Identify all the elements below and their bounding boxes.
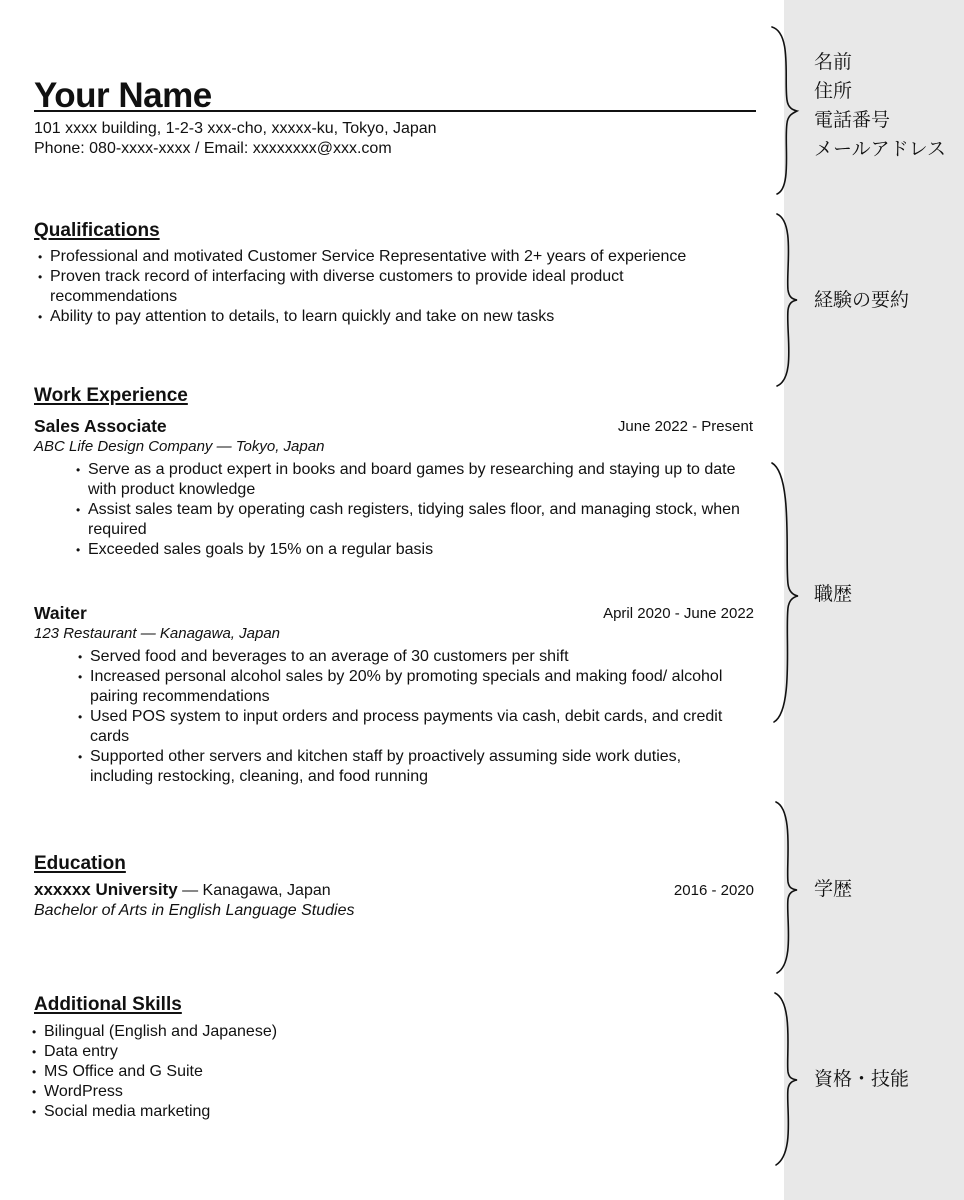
degree: Bachelor of Arts in English Language Studies: [34, 902, 355, 919]
list-item: • Used POS system to input orders and process payments via cash, debit cards, and credit cards: [74, 707, 734, 747]
qualifications-list: [34, 247, 734, 327]
school-location: — Kanagawa, Japan: [177, 882, 331, 899]
education-heading: Education: [34, 853, 126, 874]
annotation-address-label: 住所: [814, 80, 853, 102]
address-line: 101 xxxx building, 1-2-3 xxx-cho, xxxxx-ku, Tokyo, Japan: [34, 120, 437, 137]
list-item: • Professional and motivated Customer Service Representative with 2+ years of experience: [34, 247, 734, 267]
list-item: • Ability to pay attention to details, to learn quickly and take on new tasks: [34, 307, 734, 327]
annotation-work: 職歴: [814, 583, 853, 605]
list-item: • Bilingual (English and Japanese): [28, 1022, 428, 1042]
list-item: • Serve as a product expert in books and board games by researching and staying up to date with product knowledge: [72, 460, 752, 500]
list-item: • Served food and beverages to an average of 30 customers per shift: [74, 647, 734, 667]
annotation-name-label: 名前: [814, 51, 853, 73]
job-company: 123 Restaurant — Kanagawa, Japan: [34, 625, 280, 642]
list-item: • MS Office and G Suite: [28, 1062, 428, 1082]
job-dates: June 2022 - Present: [617, 418, 753, 435]
job-dates: April 2020 - June 2022: [603, 605, 754, 622]
school-name: xxxxxx University: [34, 880, 178, 899]
job-company: ABC Life Design Company — Tokyo, Japan: [34, 438, 325, 455]
list-item: • WordPress: [28, 1082, 428, 1102]
work-experience-heading: Work Experience: [34, 385, 188, 406]
list-item: • Assist sales team by operating cash registers, tidying sales floor, and managing stock, when required: [72, 500, 752, 540]
education-dates: 2016 - 2020: [673, 882, 754, 899]
job-title: Sales Associate: [34, 416, 167, 436]
annotation-phone-label: 電話番号: [814, 109, 891, 131]
list-item: • Exceeded sales goals by 15% on a regular basis: [72, 540, 752, 560]
annotation-contact: [814, 48, 946, 164]
list-item: • Supported other servers and kitchen staff by proactively assuming side work duties, including restocking, cleaning, and food running: [74, 747, 734, 787]
list-item: • Proven track record of interfacing with diverse customers to provide ideal product recommendations: [34, 267, 734, 307]
list-item: • Data entry: [28, 1042, 428, 1062]
skills-list: [28, 1022, 428, 1122]
resume-name: Your Name: [34, 76, 212, 115]
job-title: Waiter: [34, 603, 87, 623]
qualifications-heading: Qualifications: [34, 220, 160, 241]
phone-email-line: Phone: 080-xxxx-xxxx / Email: xxxxxxxx@xxx.com: [34, 140, 392, 157]
contact-block: [34, 119, 437, 159]
job-duties-list: [74, 647, 734, 787]
annotation-panel: [784, 0, 964, 1200]
annotation-education: 学歴: [814, 878, 853, 900]
education-school-line: [34, 880, 331, 901]
list-item: • Social media marketing: [28, 1102, 428, 1122]
list-item: • Increased personal alcohol sales by 20% by promoting specials and making food/ alcohol pairing recommendations: [74, 667, 734, 707]
job-duties-list: [72, 460, 752, 560]
additional-skills-heading: Additional Skills: [34, 994, 182, 1015]
annotation-skills: 資格・技能: [814, 1068, 910, 1090]
name-divider: [34, 110, 756, 112]
annotation-email-label: メールアドレス: [814, 138, 947, 160]
annotation-qualifications: 経験の要約: [814, 289, 910, 311]
